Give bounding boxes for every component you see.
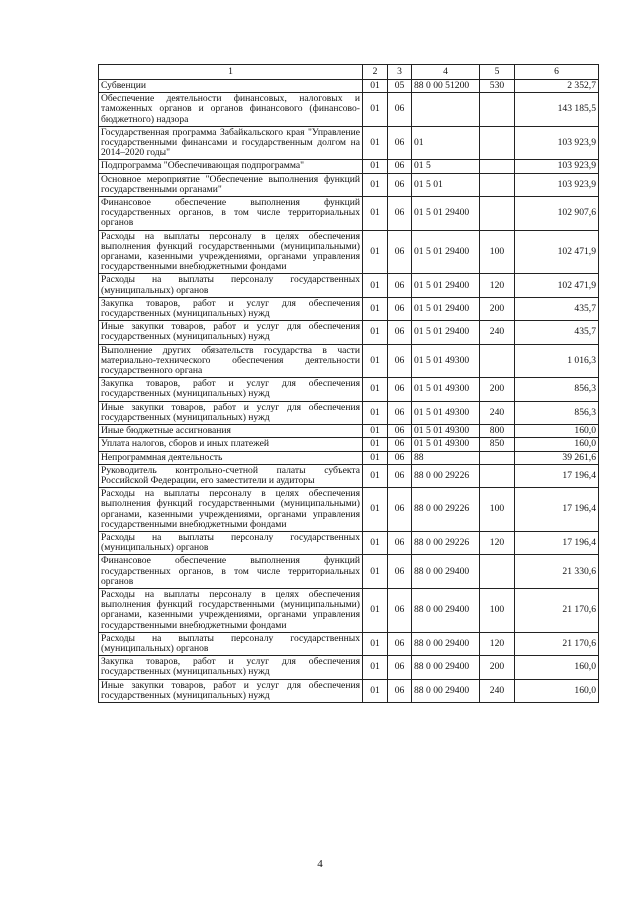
- target-article-cell: 01 5 01 29400: [412, 274, 480, 297]
- expense-type-cell: 850: [480, 438, 515, 451]
- subsection-code-cell: 06: [388, 321, 412, 344]
- table-row: [99, 555, 599, 589]
- column-number-1: 1: [99, 65, 363, 80]
- expense-type-cell: 200: [480, 378, 515, 401]
- expense-type-cell: 530: [480, 80, 515, 93]
- subsection-code-cell: 06: [388, 425, 412, 438]
- expense-type-cell: [480, 173, 515, 196]
- amount-cell: 21 330,6: [515, 555, 599, 589]
- amount-cell: 102 471,9: [515, 274, 599, 297]
- page-number: 4: [317, 858, 323, 870]
- row-name-cell: Иные бюджетные ассигнования: [99, 425, 363, 438]
- amount-cell: 21 170,6: [515, 632, 599, 655]
- target-article-cell: 88 0 00 29400: [412, 632, 480, 655]
- row-name-cell: Обеспечение деятельности финансовых, налоговых и таможенных органов и органов финансового (финансово-бюджетного) надзора: [99, 93, 363, 127]
- target-article-cell: 01 5 01 49300: [412, 378, 480, 401]
- row-name-cell: Непрограммная деятельность: [99, 451, 363, 464]
- expense-type-cell: 800: [480, 425, 515, 438]
- expense-type-cell: 100: [480, 230, 515, 274]
- section-code-cell: 01: [363, 632, 388, 655]
- amount-cell: 435,7: [515, 321, 599, 344]
- subsection-code-cell: 06: [388, 274, 412, 297]
- section-code-cell: 01: [363, 464, 388, 487]
- table-body: [99, 80, 599, 703]
- row-name-cell: Выполнение других обязательств государства в части материально-технического обеспечения деятельности государственного органа: [99, 344, 363, 378]
- column-number-4: 4: [412, 65, 480, 80]
- section-code-cell: 01: [363, 230, 388, 274]
- target-article-cell: 01 5 01 49300: [412, 401, 480, 424]
- section-code-cell: 01: [363, 451, 388, 464]
- row-name-cell: Расходы на выплаты персоналу государственных (муниципальных) органов: [99, 531, 363, 554]
- target-article-cell: 01 5 01 49300: [412, 425, 480, 438]
- subsection-code-cell: 06: [388, 656, 412, 679]
- expense-type-cell: [480, 93, 515, 127]
- row-name-cell: Иные закупки товаров, работ и услуг для обеспечения государственных (муниципальных) нужд: [99, 321, 363, 344]
- table-header-row: [99, 65, 599, 80]
- amount-cell: 102 907,6: [515, 197, 599, 231]
- target-article-cell: 01 5 01 29400: [412, 297, 480, 320]
- row-name-cell: Закупка товаров, работ и услуг для обеспечения государственных (муниципальных) нужд: [99, 656, 363, 679]
- amount-cell: 435,7: [515, 297, 599, 320]
- section-code-cell: 01: [363, 126, 388, 160]
- section-code-cell: 01: [363, 197, 388, 231]
- table-row: [99, 93, 599, 127]
- target-article-cell: [412, 93, 480, 127]
- target-article-cell: 88 0 00 29400: [412, 679, 480, 702]
- row-name-cell: Закупка товаров, работ и услуг для обеспечения государственных (муниципальных) нужд: [99, 378, 363, 401]
- expense-type-cell: 240: [480, 401, 515, 424]
- target-article-cell: 01 5 01: [412, 173, 480, 196]
- row-name-cell: Иные закупки товаров, работ и услуг для обеспечения государственных (муниципальных) нужд: [99, 401, 363, 424]
- target-article-cell: 88 0 00 29400: [412, 555, 480, 589]
- table-row: [99, 438, 599, 451]
- row-name-cell: Расходы на выплаты персоналу государственных (муниципальных) органов: [99, 274, 363, 297]
- table-row: [99, 488, 599, 532]
- row-name-cell: Расходы на выплаты персоналу государственных (муниципальных) органов: [99, 632, 363, 655]
- section-code-cell: 01: [363, 93, 388, 127]
- section-code-cell: 01: [363, 488, 388, 532]
- amount-cell: 103 923,9: [515, 126, 599, 160]
- row-name-cell: Подпрограмма "Обеспечивающая подпрограмма": [99, 160, 363, 173]
- section-code-cell: 01: [363, 160, 388, 173]
- subsection-code-cell: 06: [388, 93, 412, 127]
- section-code-cell: 01: [363, 297, 388, 320]
- row-name-cell: Финансовое обеспечение выполнения функций государственных органов, в том числе территориальных органов: [99, 197, 363, 231]
- amount-cell: 17 196,4: [515, 464, 599, 487]
- amount-cell: 21 170,6: [515, 588, 599, 632]
- section-code-cell: 01: [363, 679, 388, 702]
- target-article-cell: 88 0 00 29400: [412, 588, 480, 632]
- table-row: [99, 464, 599, 487]
- row-name-cell: Иные закупки товаров, работ и услуг для обеспечения государственных (муниципальных) нужд: [99, 679, 363, 702]
- subsection-code-cell: 06: [388, 401, 412, 424]
- row-name-cell: Расходы на выплаты персоналу в целях обеспечения выполнения функций государственными (муниципальными) органами, казенными учреждениями, органами управления государственными внебюджетными фондами: [99, 588, 363, 632]
- table-row: [99, 80, 599, 93]
- amount-cell: 17 196,4: [515, 488, 599, 532]
- subsection-code-cell: 06: [388, 531, 412, 554]
- table-row: [99, 126, 599, 160]
- table-row: [99, 588, 599, 632]
- row-name-cell: Уплата налогов, сборов и иных платежей: [99, 438, 363, 451]
- table-row: [99, 656, 599, 679]
- table-row: [99, 173, 599, 196]
- table-row: [99, 344, 599, 378]
- section-code-cell: 01: [363, 344, 388, 378]
- target-article-cell: 01 5 01 49300: [412, 344, 480, 378]
- subsection-code-cell: 06: [388, 197, 412, 231]
- expense-type-cell: [480, 126, 515, 160]
- table-row: [99, 274, 599, 297]
- section-code-cell: 01: [363, 80, 388, 93]
- subsection-code-cell: 06: [388, 126, 412, 160]
- expense-type-cell: 100: [480, 488, 515, 532]
- expense-type-cell: [480, 464, 515, 487]
- amount-cell: 160,0: [515, 679, 599, 702]
- expense-type-cell: 200: [480, 656, 515, 679]
- column-number-5: 5: [480, 65, 515, 80]
- table-row: [99, 297, 599, 320]
- expense-type-cell: [480, 555, 515, 589]
- section-code-cell: 01: [363, 401, 388, 424]
- amount-cell: 102 471,9: [515, 230, 599, 274]
- section-code-cell: 01: [363, 656, 388, 679]
- row-name-cell: Закупка товаров, работ и услуг для обеспечения государственных (муниципальных) нужд: [99, 297, 363, 320]
- amount-cell: 39 261,6: [515, 451, 599, 464]
- target-article-cell: 88 0 00 51200: [412, 80, 480, 93]
- row-name-cell: Расходы на выплаты персоналу в целях обеспечения выполнения функций государственными (муниципальными) органами, казенными учреждениями, органами управления государственными внебюджетными фондами: [99, 230, 363, 274]
- expense-type-cell: 120: [480, 274, 515, 297]
- table-row: [99, 378, 599, 401]
- target-article-cell: 01: [412, 126, 480, 160]
- subsection-code-cell: 06: [388, 344, 412, 378]
- expense-type-cell: 100: [480, 588, 515, 632]
- table-row: [99, 230, 599, 274]
- expense-type-cell: 240: [480, 321, 515, 344]
- column-number-6: 6: [515, 65, 599, 80]
- expense-type-cell: [480, 451, 515, 464]
- section-code-cell: 01: [363, 425, 388, 438]
- amount-cell: 856,3: [515, 378, 599, 401]
- subsection-code-cell: 06: [388, 632, 412, 655]
- table-row: [99, 632, 599, 655]
- target-article-cell: 88: [412, 451, 480, 464]
- section-code-cell: 01: [363, 438, 388, 451]
- row-name-cell: Субвенции: [99, 80, 363, 93]
- amount-cell: 856,3: [515, 401, 599, 424]
- target-article-cell: 01 5: [412, 160, 480, 173]
- amount-cell: 17 196,4: [515, 531, 599, 554]
- target-article-cell: 88 0 00 29226: [412, 464, 480, 487]
- row-name-cell: Расходы на выплаты персоналу в целях обеспечения выполнения функций государственными (муниципальными) органами, казенными учреждениями, органами управления государственными внебюджетными фондами: [99, 488, 363, 532]
- row-name-cell: Финансовое обеспечение выполнения функций государственных органов, в том числе территориальных органов: [99, 555, 363, 589]
- table-row: [99, 197, 599, 231]
- subsection-code-cell: 05: [388, 80, 412, 93]
- expense-type-cell: [480, 197, 515, 231]
- section-code-cell: 01: [363, 173, 388, 196]
- table-row: [99, 531, 599, 554]
- amount-cell: 160,0: [515, 425, 599, 438]
- row-name-cell: Руководитель контрольно-счетной палаты субъекта Российской Федерации, его заместители и аудиторы: [99, 464, 363, 487]
- target-article-cell: 88 0 00 29226: [412, 488, 480, 532]
- subsection-code-cell: 06: [388, 555, 412, 589]
- subsection-code-cell: 06: [388, 464, 412, 487]
- budget-table: [98, 64, 599, 703]
- expense-type-cell: [480, 160, 515, 173]
- target-article-cell: 01 5 01 29400: [412, 197, 480, 231]
- target-article-cell: 88 0 00 29400: [412, 656, 480, 679]
- expense-type-cell: 120: [480, 531, 515, 554]
- amount-cell: 2 352,7: [515, 80, 599, 93]
- section-code-cell: 01: [363, 531, 388, 554]
- target-article-cell: 88 0 00 29226: [412, 531, 480, 554]
- expense-type-cell: 120: [480, 632, 515, 655]
- document-page: [98, 64, 598, 703]
- table-row: [99, 401, 599, 424]
- target-article-cell: 01 5 01 29400: [412, 230, 480, 274]
- expense-type-cell: 240: [480, 679, 515, 702]
- section-code-cell: 01: [363, 321, 388, 344]
- target-article-cell: 01 5 01 49300: [412, 438, 480, 451]
- table-row: [99, 425, 599, 438]
- target-article-cell: 01 5 01 29400: [412, 321, 480, 344]
- amount-cell: 160,0: [515, 438, 599, 451]
- subsection-code-cell: 06: [388, 297, 412, 320]
- section-code-cell: 01: [363, 378, 388, 401]
- subsection-code-cell: 06: [388, 378, 412, 401]
- table-row: [99, 160, 599, 173]
- subsection-code-cell: 06: [388, 588, 412, 632]
- subsection-code-cell: 06: [388, 173, 412, 196]
- amount-cell: 160,0: [515, 656, 599, 679]
- subsection-code-cell: 06: [388, 438, 412, 451]
- subsection-code-cell: 06: [388, 451, 412, 464]
- amount-cell: 143 185,5: [515, 93, 599, 127]
- amount-cell: 103 923,9: [515, 160, 599, 173]
- expense-type-cell: [480, 344, 515, 378]
- subsection-code-cell: 06: [388, 160, 412, 173]
- subsection-code-cell: 06: [388, 488, 412, 532]
- amount-cell: 1 016,3: [515, 344, 599, 378]
- expense-type-cell: 200: [480, 297, 515, 320]
- column-number-3: 3: [388, 65, 412, 80]
- subsection-code-cell: 06: [388, 230, 412, 274]
- section-code-cell: 01: [363, 555, 388, 589]
- table-row: [99, 321, 599, 344]
- column-number-2: 2: [363, 65, 388, 80]
- section-code-cell: 01: [363, 274, 388, 297]
- table-row: [99, 451, 599, 464]
- section-code-cell: 01: [363, 588, 388, 632]
- table-row: [99, 679, 599, 702]
- row-name-cell: Государственная программа Забайкальского края "Управление государственными финансами и государственным долгом на 2014–2020 годы": [99, 126, 363, 160]
- subsection-code-cell: 06: [388, 679, 412, 702]
- amount-cell: 103 923,9: [515, 173, 599, 196]
- row-name-cell: Основное мероприятие "Обеспечение выполнения функций государственными органами": [99, 173, 363, 196]
